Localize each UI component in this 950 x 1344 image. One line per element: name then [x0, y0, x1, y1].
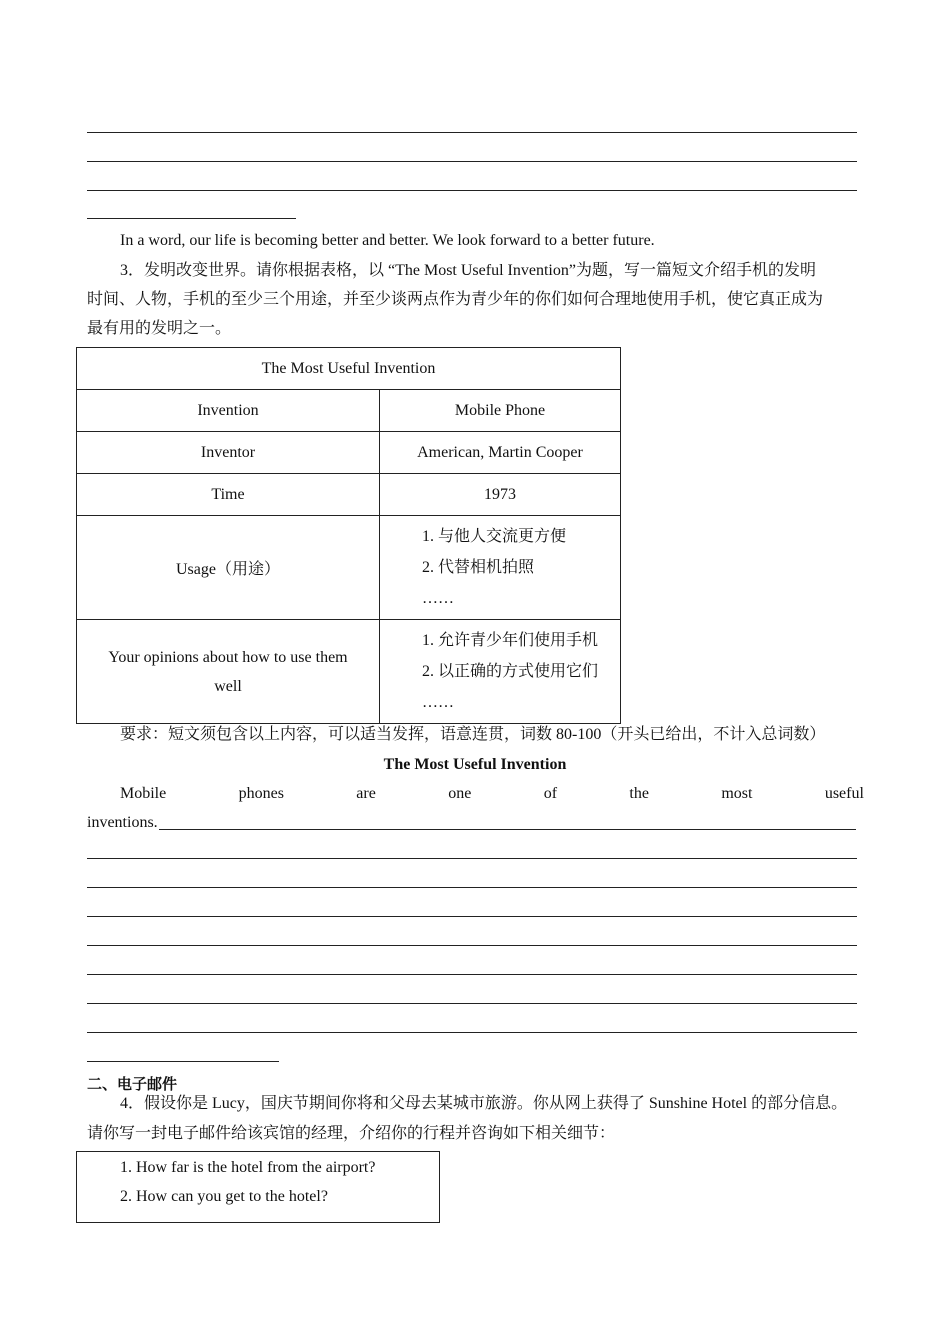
- table-cell-label: [77, 620, 380, 724]
- essay-start: [120, 784, 864, 804]
- opinions-label-line2: well: [214, 677, 242, 695]
- section2-heading: 二、电子邮件: [87, 1075, 178, 1093]
- list-item: ……: [422, 694, 454, 711]
- table-row: [77, 620, 621, 724]
- answer-line: [87, 132, 857, 133]
- question-item: 1. How far is the hotel from the airport?: [120, 1159, 376, 1176]
- table-cell-value: American, Martin Cooper: [380, 432, 621, 474]
- answer-line[interactable]: [159, 829, 856, 830]
- table-row: [77, 390, 621, 432]
- task3-line1: 3．发明改变世界。请你根据表格，以 “The Most Useful Invention”为题，写一篇短文介绍手机的发明: [120, 262, 816, 279]
- essay-word: the: [629, 785, 649, 802]
- list-item: 1. 允许青少年们使用手机: [422, 632, 599, 649]
- opinions-list: [380, 620, 621, 724]
- task3-line3: 最有用的发明之一。: [87, 320, 232, 337]
- list-item: 2. 以正确的方式使用它们: [422, 663, 599, 680]
- answer-line[interactable]: [87, 916, 857, 917]
- invention-table: [76, 347, 621, 724]
- table-cell-value: Mobile Phone: [380, 390, 621, 432]
- table-cell-label: Usage（用途）: [77, 516, 380, 620]
- answer-line[interactable]: [87, 858, 857, 859]
- essay-word: useful: [824, 785, 864, 802]
- essay-title: The Most Useful Invention: [383, 756, 567, 773]
- requirements: 要求：短文须包含以上内容，可以适当发挥，语意连贯，词数 80-100（开头已给出，不计入总词数）: [120, 726, 826, 743]
- question-item: 2. How can you get to the hotel?: [120, 1188, 328, 1205]
- answer-line[interactable]: [87, 1061, 279, 1062]
- essay-word: phones: [238, 785, 284, 802]
- essay-start-cont: inventions.: [87, 814, 158, 831]
- table-cell-label: Inventor: [77, 432, 380, 474]
- closing-sentence: In a word, our life is becoming better and better. We look forward to a better future.: [120, 232, 655, 249]
- table-row: [77, 474, 621, 516]
- questions-box: [76, 1151, 440, 1223]
- table-row: [77, 432, 621, 474]
- essay-word: Mobile: [120, 785, 167, 802]
- answer-line: [87, 161, 857, 162]
- table-cell-value: 1973: [380, 474, 621, 516]
- task4-line1: 4．假设你是 Lucy，国庆节期间你将和父母去某城市旅游。你从网上获得了 Sunshine Hotel 的部分信息。: [120, 1095, 848, 1112]
- list-item: 1. 与他人交流更方便: [422, 528, 567, 545]
- task4-line2: 请你写一封电子邮件给该宾馆的经理，介绍你的行程并咨询如下相关细节：: [87, 1125, 616, 1142]
- answer-line[interactable]: [87, 974, 857, 975]
- essay-word: are: [356, 785, 376, 802]
- essay-word: one: [448, 785, 472, 802]
- list-item: 2. 代替相机拍照: [422, 559, 535, 576]
- answer-line: [87, 218, 296, 219]
- usage-list: [380, 516, 621, 620]
- essay-word: most: [721, 785, 753, 802]
- table-row: [77, 516, 621, 620]
- answer-line: [87, 190, 857, 191]
- task3-line2: 时间、人物，手机的至少三个用途，并至少谈两点作为青少年的你们如何合理地使用手机，使它真正成为: [87, 291, 824, 308]
- table-cell-label: Invention: [77, 390, 380, 432]
- answer-line[interactable]: [87, 887, 857, 888]
- opinions-label-line1: Your opinions about how to use them: [108, 648, 348, 666]
- table-title: The Most Useful Invention: [77, 348, 621, 390]
- answer-line[interactable]: [87, 1003, 857, 1004]
- table-cell-label: Time: [77, 474, 380, 516]
- list-item: ……: [422, 590, 454, 607]
- answer-line[interactable]: [87, 945, 857, 946]
- essay-word: of: [543, 785, 558, 802]
- answer-line[interactable]: [87, 1032, 857, 1033]
